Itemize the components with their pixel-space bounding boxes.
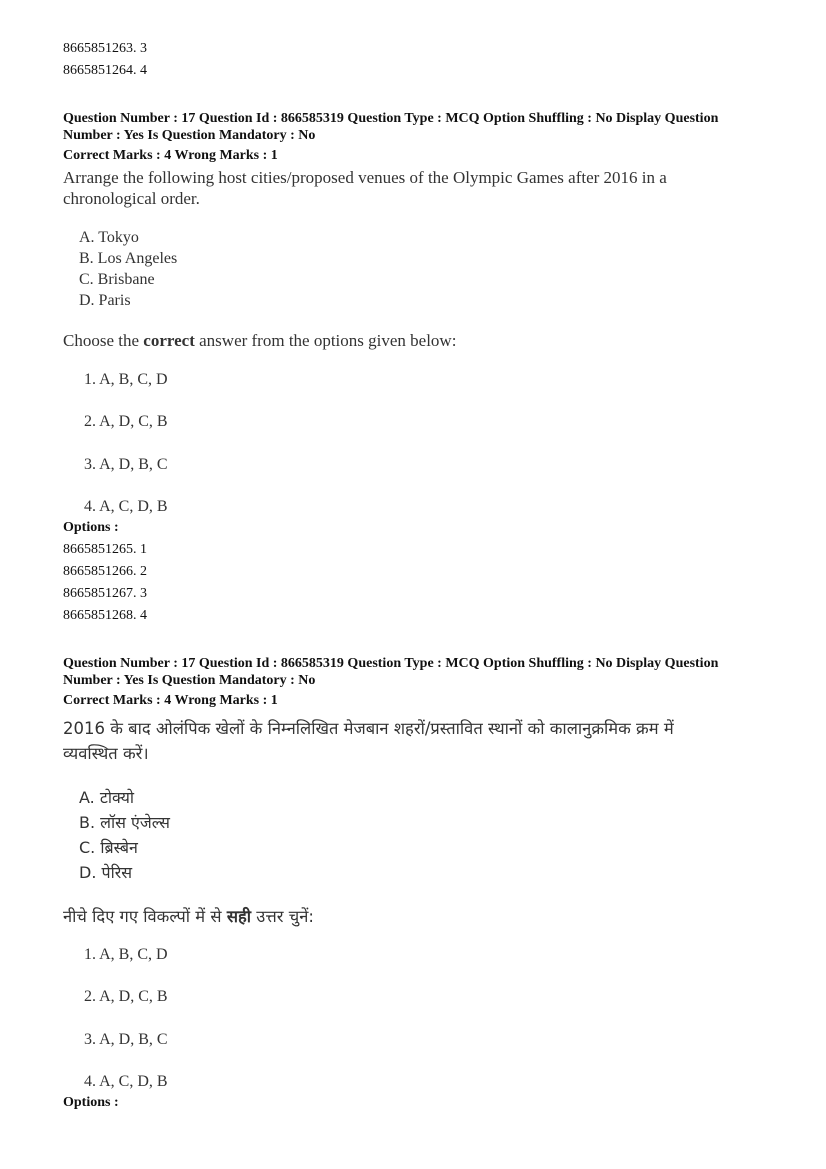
list-item: C. Brisbane — [79, 271, 155, 288]
options-label: Options : — [63, 520, 119, 535]
answer-option: 2. A, D, C, B — [84, 413, 168, 430]
answer-option: 3. A, D, B, C — [84, 1031, 168, 1048]
choose-instruction — [63, 331, 456, 351]
answer-option: 3. A, D, B, C — [84, 456, 168, 473]
question-text: Arrange the following host cities/proposed venues of the Olympic Games after 2016 in a — [63, 168, 667, 187]
choose-text: उत्तर चुनें: — [251, 907, 314, 926]
question-header-cont: Number : Yes Is Question Mandatory : No — [63, 128, 316, 143]
choose-text: नीचे दिए गए विकल्पों में से — [63, 907, 227, 926]
question-text-cont: chronological order. — [63, 189, 200, 208]
option-id-line: 8665851267. 3 — [63, 586, 147, 601]
answer-option: 4. A, C, D, B — [84, 1073, 168, 1090]
answer-option: 1. A, B, C, D — [84, 371, 168, 388]
list-item: A. टोक्यो — [79, 788, 135, 807]
question-header-cont: Number : Yes Is Question Mandatory : No — [63, 673, 316, 688]
list-item: B. लॉस एंजेल्स — [79, 813, 170, 832]
list-item: A. Tokyo — [79, 229, 139, 246]
option-id-line: 8665851263. 3 — [63, 41, 147, 56]
question-text-cont: व्यवस्थित करें। — [63, 744, 149, 763]
answer-option: 1. A, B, C, D — [84, 946, 168, 963]
answer-option: 4. A, C, D, B — [84, 498, 168, 515]
question-text: 2016 के बाद ओलंपिक खेलों के निम्नलिखित मेजबान शहरों/प्रस्तावित स्थानों को कालानुक्रमिक क्रम में — [63, 719, 674, 738]
choose-instruction — [63, 904, 314, 927]
choose-emphasis: सही — [226, 907, 252, 926]
choose-emphasis: correct — [143, 331, 195, 350]
choose-text: answer from the options given below: — [194, 331, 457, 350]
answer-option: 2. A, D, C, B — [84, 988, 168, 1005]
question-header: Question Number : 17 Question Id : 866585319 Question Type : MCQ Option Shuffling : No Display Question — [63, 111, 719, 126]
choose-text: Choose the — [63, 331, 144, 350]
option-id-line: 8665851266. 2 — [63, 564, 147, 579]
options-label: Options : — [63, 1095, 119, 1110]
option-id-line: 8665851264. 4 — [63, 63, 147, 78]
question-header: Question Number : 17 Question Id : 866585319 Question Type : MCQ Option Shuffling : No Display Question — [63, 656, 719, 671]
list-item: D. Paris — [79, 292, 131, 309]
option-id-line: 8665851265. 1 — [63, 542, 147, 557]
list-item: C. ब्रिस्बेन — [79, 838, 138, 857]
option-id-line: 8665851268. 4 — [63, 608, 147, 623]
marks-line: Correct Marks : 4 Wrong Marks : 1 — [63, 148, 278, 163]
list-item: D. पेरिस — [79, 863, 133, 882]
marks-line: Correct Marks : 4 Wrong Marks : 1 — [63, 693, 278, 708]
list-item: B. Los Angeles — [79, 250, 178, 267]
